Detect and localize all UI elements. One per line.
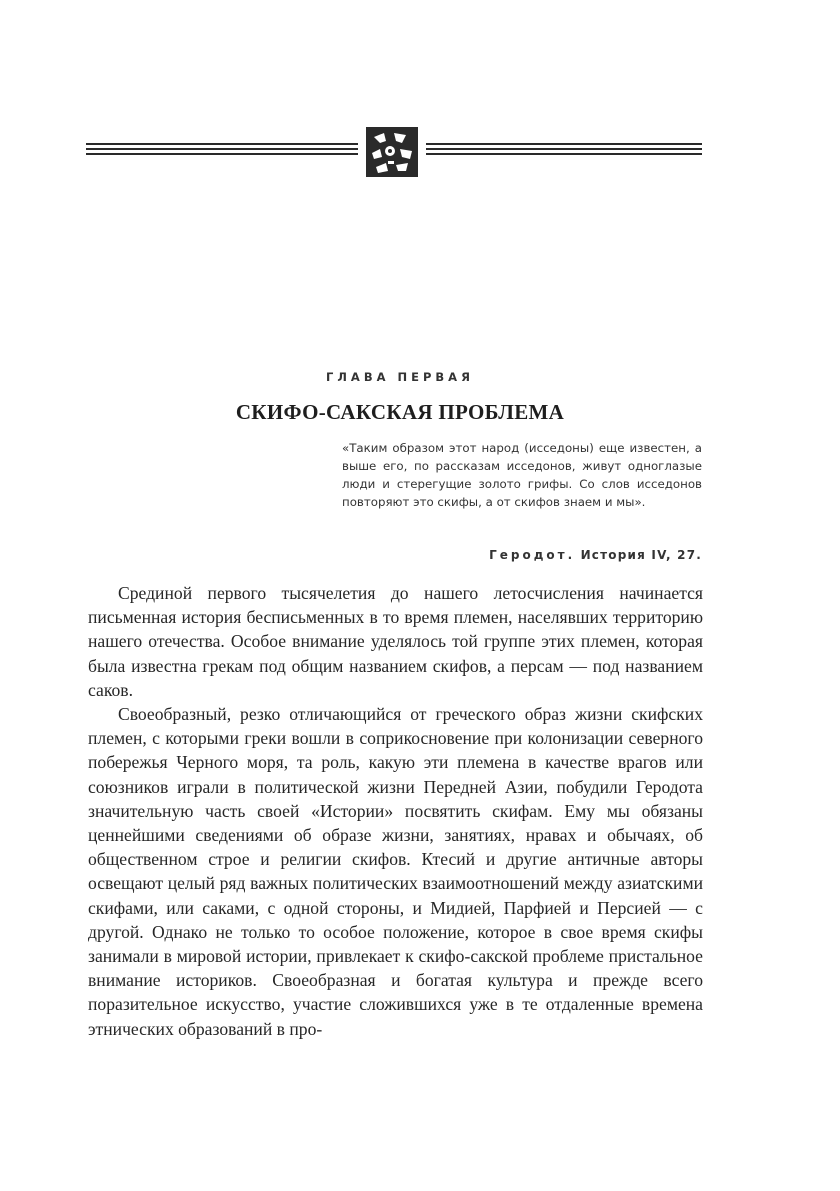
body-paragraph: Срединой первого тысячелетия до нашего летосчисления начинается письменная история бесписьменных в то время племен, населявших территорию нашего отечества. Особое внимание уделялось той группе этих племен, которая была известна грекам под общим названием скифов, а персам — под названием саков.: [88, 583, 703, 700]
ornament-icon: [366, 127, 418, 177]
chapter-label: ГЛАВА ПЕРВАЯ: [326, 370, 474, 384]
epigraph-quote: «Таким образом этот народ (исседоны) еще известен, а выше его, по рассказам исседонов, живут одноглазые люди и стерегущие золото грифы. Со слов исседонов повторяют это скифы, а от скифов знаем и мы».: [342, 441, 702, 509]
epigraph-attribution: [430, 548, 702, 562]
chapter-body: [88, 581, 703, 1041]
decorative-rule-right: [426, 143, 702, 157]
body-paragraph: Своеобразный, резко отличающийся от греческого образ жизни скифских племен, с которыми греки вошли в соприкосновение при колонизации северного побережья Черного моря, та роль, какую эти племена в качестве врагов или союзников играли в политической жизни Передней Азии, побудили Геродота значительную часть своей «Истории» посвятить скифам. Ему мы обязаны ценнейшими сведениями об образе жизни, занятиях, нравах и обычаях, об общественном строе и религии скифов. Ктесий и другие античные авторы освещают целый ряд важных политических взаимоотношений между азиатскими скифами, или саками, с одной стороны, и Мидией, Парфией и Персией — с другой. Однако не только то особое положение, которое в свое время скифы занимали в мировой истории, привлекает к скифо-сакской проблеме пристальное внимание историков. Своеобразная и богатая культура и прежде всего поразительное искусство, участие сложившихся уже в те отдаленные времена этнических образований в про-: [88, 704, 703, 1039]
decorative-rule-left: [86, 143, 358, 157]
epigraph-author: Геродот.: [489, 548, 576, 562]
chapter-title: СКИФО-САКСКАЯ ПРОБЛЕМА: [235, 400, 565, 424]
epigraph-source: История IV, 27.: [580, 548, 702, 562]
chapter-header-ornament: [86, 127, 702, 179]
